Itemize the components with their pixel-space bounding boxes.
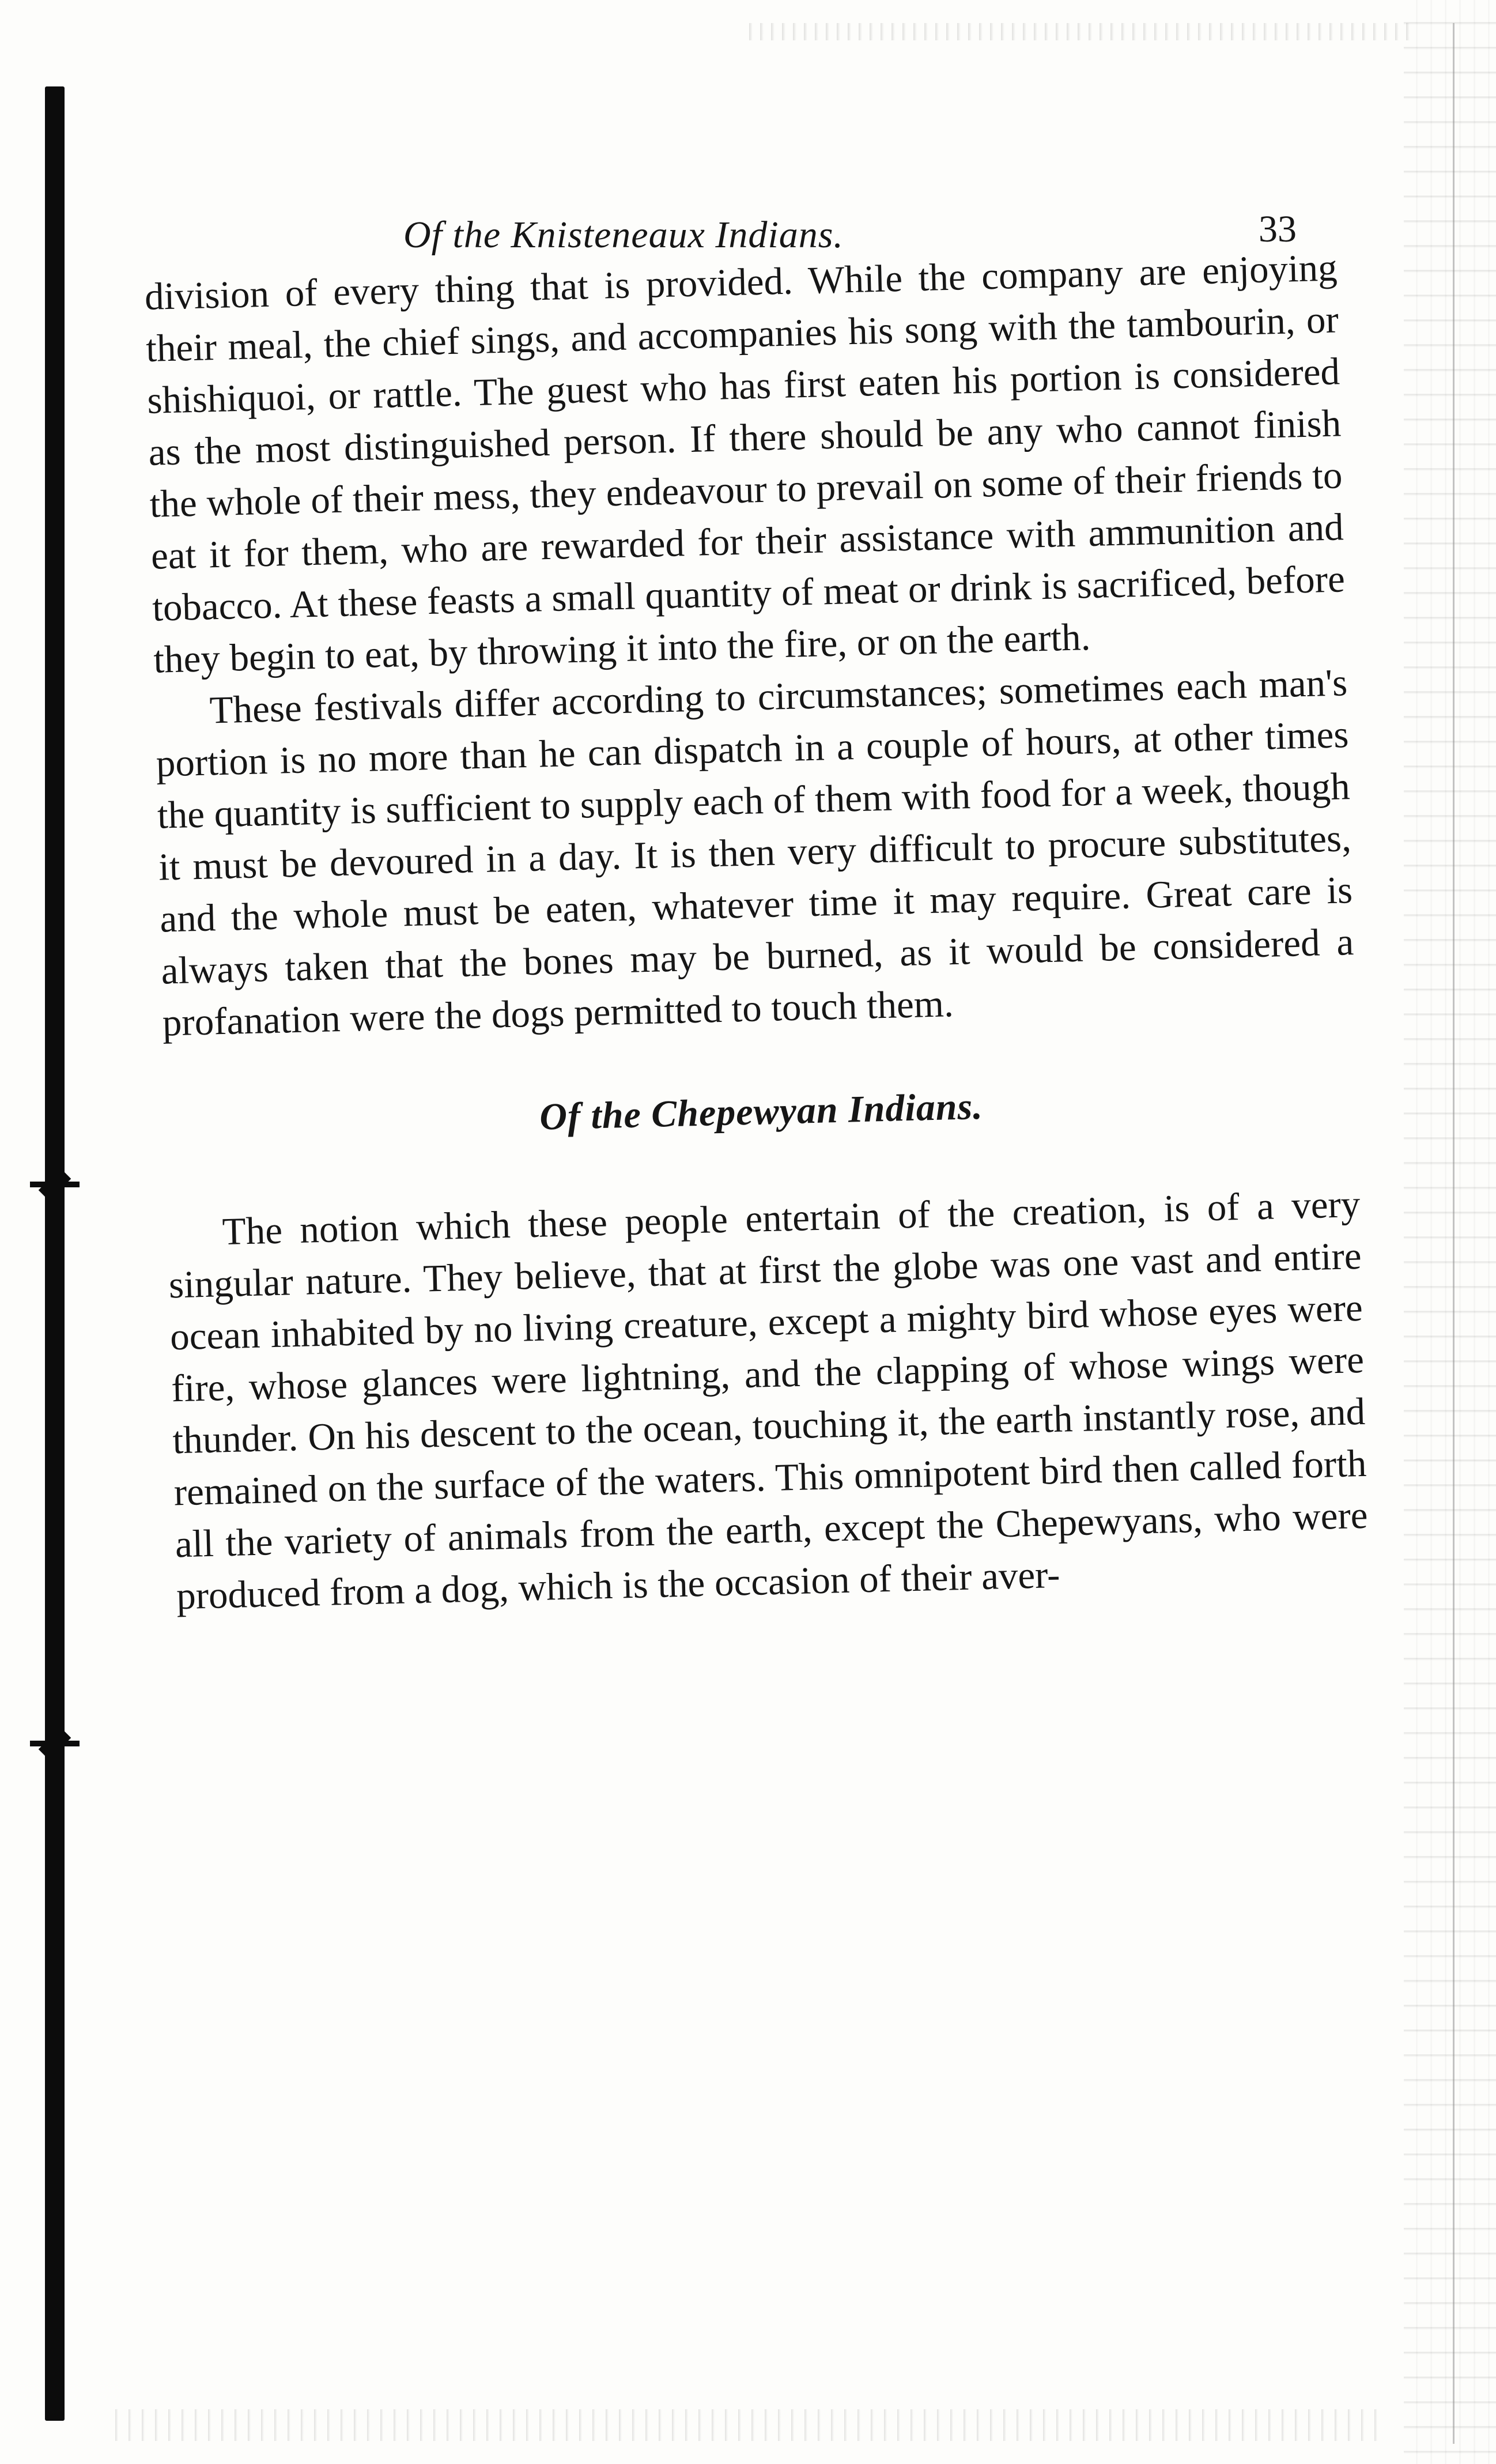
page-number: 33 [1259, 208, 1297, 250]
paragraph: The notion which these people entertain of the creation, is of a very singular nature. They believe, that at first the globe was one vast and entire ocean inhabited by no living creature, except a mighty bird whose eyes were fire, whose glances were lightning, and the clapping of whose wings were thunder. On his descent to the ocean, touching it, the earth instantly rose, and remained on the surface of the waters. This omnipotent bird then called forth all the variety of animals from the earth, except the Chepewyans, who were produced from a dog, which is the occasion of their aver- [168, 1182, 1369, 1618]
paragraph: These festivals differ according to circumstances; sometimes each man's portion is no more than he can dispatch in a couple of hours, at other times the quantity is sufficient to supply each of them with food for a week, though it must be devoured in a day. It is then very difficult to procure substitutes, and the whole must be eaten, whatever time it may require. Great care is always taken that the bones may be burned, as it would be considered a profanation were the dogs permitted to touch them. [155, 661, 1354, 1044]
paragraph: division of every thing that is provided. While the company are enjoying their meal, the chief sings, and accompanies his song with the tambourin, or shishiquoi, or rattle. The guest who has first eaten his portion is considered as the most distinguished person. If there should be any who cannot finish the whole of their mess, they endeavour to prevail on some of their friends to eat it for them, who are rewarded for their assistance with ammunition and tobacco. At these feasts a small quantity of meat or drink is sacrificed, before they begin to eat, by throwing it into the fire, or on the earth. [144, 246, 1346, 681]
body-text [144, 242, 1370, 1622]
binding-clasp-mark [30, 1182, 80, 1187]
page-edge-noise [1404, 0, 1496, 2464]
running-title: Of the Knisteneaux Indians. [403, 214, 844, 256]
binding-clasp-mark [30, 1741, 80, 1746]
page-edge-line [1453, 23, 1455, 2444]
top-edge-noise [749, 23, 1412, 40]
section-heading: Of the Chepewyan Indians. [539, 1085, 984, 1138]
bottom-edge-noise [115, 2409, 1383, 2441]
binding-shadow [45, 86, 65, 2421]
